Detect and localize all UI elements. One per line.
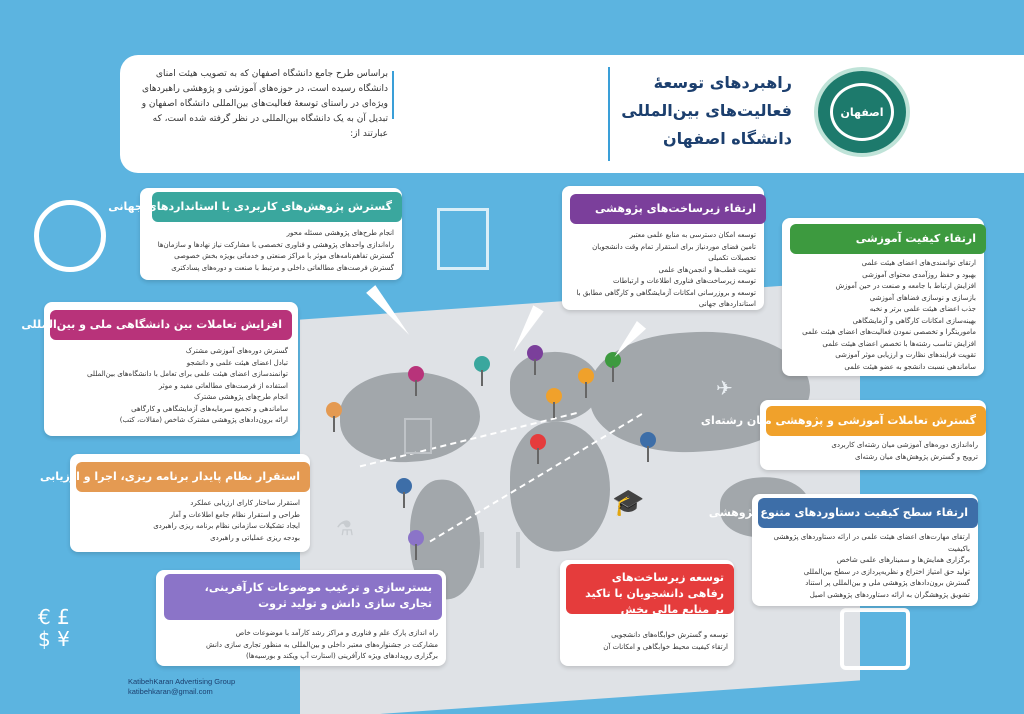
map-pin xyxy=(530,434,546,464)
map-pin xyxy=(546,388,562,418)
card-interdisciplinary xyxy=(700,400,986,470)
list-item: گسترش برون‌دادهای پژوهشی ملی و بین‌المللی پر استناد xyxy=(805,579,970,587)
map-pin xyxy=(396,478,412,508)
pin-stem xyxy=(403,492,405,508)
pin-stem xyxy=(553,402,555,418)
pin-stem xyxy=(333,416,335,432)
card-education-quality xyxy=(782,218,984,376)
map-pin xyxy=(408,366,424,396)
list-item: ایجاد تشکیلات سازمانی نظام برنامه ریزی راهبردی xyxy=(153,522,300,530)
card-title: افزایش تعاملات بین دانشگاهی ملی و بین‌المللی xyxy=(50,310,292,340)
books-icon xyxy=(480,532,520,568)
pin-stem xyxy=(534,359,536,375)
footer-line-1: KatibehKaran Advertising Group xyxy=(128,677,236,686)
bookshelf-icon xyxy=(437,208,489,270)
list-item: استفاده از فرصت‌های مطالعاتی مفید و موثر xyxy=(158,381,288,390)
list-item: توانمندسازی اعضای هیئت علمی برای تعامل با دانشگاه‌های بین‌المللی xyxy=(87,370,288,378)
title-line-3: دانشگاه اصفهان xyxy=(663,129,792,148)
list-item: ترویج و گسترش پژوهش‌های میان رشته‌ای xyxy=(854,452,978,461)
pin-stem xyxy=(415,380,417,396)
flask-icon: ⚗ xyxy=(336,516,354,540)
map-africa xyxy=(510,418,610,555)
map-pin xyxy=(474,356,490,386)
pin-stem xyxy=(481,370,483,386)
list-item: تقویت فرایندهای نظارت و ارزیابی موثر آموزشی xyxy=(835,351,976,359)
title-line-2: فعالیت‌های بین‌المللی xyxy=(621,101,792,120)
list-item: راه‌اندازی دوره‌های آموزشی میان رشته‌ای کاربردی xyxy=(831,441,978,449)
title-divider xyxy=(608,67,610,161)
card-international-interactions xyxy=(21,302,298,436)
list-item: توسعه زیرساخت‌های فناوری اطلاعات و ارتباطات xyxy=(613,277,756,285)
list-item: راه اندازی پارک علم و فناوری و مراکز رشد کارآمد با موضوعات خاص xyxy=(235,629,438,637)
card-research-application xyxy=(108,188,402,280)
list-item: توسعه و گسترش خوابگاه‌های دانشجویی xyxy=(611,631,728,639)
laptop-icon xyxy=(840,608,910,670)
list-item: استقرار ساختار کارای ارزیابی عملکرد xyxy=(190,499,300,507)
list-item: افزایش تناسب رشته‌ها با تخصص اعضای هیئت علمی xyxy=(822,339,976,348)
card-entrepreneurship xyxy=(156,570,446,666)
card-evaluation-system xyxy=(39,454,310,552)
list-item: ماموریتگرا و تخصصی نمودن فعالیت‌های اعضای هیئت علمی xyxy=(802,328,976,336)
card-list xyxy=(154,228,394,274)
list-item: ساماندهی نسبت دانشجو به عضو هیئت علمی xyxy=(844,362,976,371)
list-item: تبادل اعضای هیئت علمی و دانشجو xyxy=(186,358,288,367)
university-logo xyxy=(814,67,910,157)
pin-stem xyxy=(415,544,417,560)
map-pin xyxy=(527,345,543,375)
document-icon xyxy=(404,418,432,454)
card-research-outputs xyxy=(708,494,978,606)
card-research-infra xyxy=(562,186,764,310)
card-title: ارتقاء کیفیت آموزشی xyxy=(790,224,986,254)
pin-stem xyxy=(537,448,539,464)
list-item: گسترش فرصت‌های مطالعاتی داخلی و مرتبط با صنعت و دوره‌های پسادکتری xyxy=(171,263,394,272)
card-list xyxy=(768,440,978,463)
list-item: گسترش دوره‌های آموزشی مشترک xyxy=(185,347,288,355)
title-line-1: راهبردهای توسعهٔ xyxy=(653,73,792,92)
list-item: توسعه و بروزرسانی امکانات آزمایشگاهی و کارگاهی مطابق با استانداردهای جهانی xyxy=(576,288,756,308)
card-list xyxy=(572,230,756,311)
page-title xyxy=(612,69,792,153)
list-item: بهینه‌سازی امکانات کارگاهی و آزمایشگاهی xyxy=(852,316,976,325)
list-item: توسعه امکان دسترسی به منابع علمی معتبر xyxy=(629,231,756,239)
list-item: ساماندهی و تجمیع سرمایه‌های آزمایشگاهی و کارگاهی xyxy=(131,404,288,413)
card-title: گسترش تعاملات آموزشی و پژوهشی میان رشته‌ای xyxy=(766,406,986,436)
footer-line-2: katibehkaran@gmail.com xyxy=(128,687,213,696)
logo-text: اصفهان xyxy=(830,83,894,141)
footer-credits xyxy=(128,677,235,697)
list-item: برگزاری همایش‌ها و سمینارهای علمی شاخص xyxy=(836,556,970,564)
list-item: گسترش تفاهم‌نامه‌های موثر با مراکز صنعتی و خدماتی بویژه بخش خصوصی xyxy=(174,252,394,260)
list-item: راه‌اندازی واحدهای پژوهشی و فناوری تخصصی با مشارکت نیاز نهادها و سازمان‌ها xyxy=(157,240,394,249)
header-panel xyxy=(120,55,1024,173)
card-title: بسترسازی و ترغیب موضوعات کارآفرینی، تجاری سازی دانش و تولید ثروت xyxy=(164,574,442,620)
card-student-welfare xyxy=(560,560,734,666)
list-item: ارائه برون‌دادهای پژوهشی مشترک شاخص (مقالات، کتب) xyxy=(119,416,288,424)
card-title: ارتقاء سطح کیفیت دستاوردهای متنوع پژوهشی xyxy=(758,498,978,528)
list-item: برگزاری رویدادهای ویژه کارآفرینی (استارت آپ ویکند و بورسیه‌ها) xyxy=(246,652,438,660)
card-title: توسعه زیرساخت‌های رفاهی دانشجویان با تاکید بر منابع مالی بخش خصوصی xyxy=(566,564,734,614)
card-list xyxy=(760,532,970,601)
map-pin xyxy=(640,432,656,462)
card-title: استقرار نظام پایدار برنامه ریزی، اجرا و ارزیابی xyxy=(76,462,310,492)
list-item: مشارکت در جشنواره‌های معتبر داخلی و بین‌المللی به منظور تجاری سازی دانش xyxy=(206,640,438,649)
card-list xyxy=(80,498,300,544)
money-hand-icon: € £ $ ¥ xyxy=(38,605,70,651)
list-item: انجام طرح‌های پژوهشی مسئله محور xyxy=(286,229,394,237)
list-item: بهبود و حفظ روزآمدی محتوای آموزشی xyxy=(862,270,976,279)
card-title: ارتقاء زیرساخت‌های پژوهشی xyxy=(570,194,766,224)
map-pin xyxy=(408,530,424,560)
intro-divider xyxy=(392,71,394,119)
list-item: طراحی و استقرار نظام جامع اطلاعات و آمار xyxy=(169,510,300,519)
list-item: ارتقای توانمندی‌های اعضای هیئت علمی xyxy=(861,259,976,267)
map-pin xyxy=(326,402,342,432)
card-list xyxy=(790,258,976,373)
card-list xyxy=(568,630,728,653)
list-item: ارتقاء کیفیت محیط خوابگاهی و امکانات آن xyxy=(603,642,728,651)
paper-plane-icon: ✈ xyxy=(716,376,733,400)
map-pin xyxy=(578,368,594,398)
list-item: بودجه ریزی عملیاتی و راهبردی xyxy=(210,533,300,542)
intro-text: براساس طرح جامع دانشگاه اصفهان که به تصویب هیئت امنای دانشگاه رسیده است، در حوزه‌های آموزشی و پژوهشی راهبردهای ویژه‌ای در راستای توسعهٔ فعالیت‌های بین‌المللی دانشگاه اصفهان و تبدیل آن به یک دانشگاه بین‌المللی در نظر گرفته شده است، که عبارتند از: xyxy=(141,69,388,139)
card-list xyxy=(54,346,288,427)
globe-icon xyxy=(34,200,106,272)
list-item: افزایش ارتباط با جامعه و صنعت در حین آموزش xyxy=(835,282,976,290)
card-list xyxy=(168,628,438,663)
list-item: ارتقای مهارت‌های اعضای هیئت علمی در ارائه دستاوردهای پژوهشی باکیفیت xyxy=(773,533,970,553)
pin-stem xyxy=(612,366,614,382)
pin-stem xyxy=(647,446,649,462)
pin-stem xyxy=(585,382,587,398)
graduation-cap-icon: 🎓 xyxy=(612,488,645,518)
list-item: بازسازی و نوسازی فضاهای آموزشی xyxy=(869,293,976,302)
list-item: تقویت قطب‌ها و انجمن‌های علمی xyxy=(658,265,756,274)
list-item: تشویق پژوهشگران به ارائه دستاوردهای پژوهشی اصیل xyxy=(809,590,970,599)
list-item: انجام طرح‌های پژوهشی مشترک xyxy=(193,393,288,401)
list-item: جذب اعضای هیئت علمی برتر و نخبه xyxy=(869,305,976,313)
list-item: تولید حق امتیاز اختراع و نظریه‌پردازی در سطح بین‌المللی xyxy=(803,567,970,576)
card-title: گسترش پژوهش‌های کاربردی با استانداردهای جهانی xyxy=(152,192,402,222)
list-item: تامین فضای موردنیاز برای استقرار تمام وقت دانشجویان تحصیلات تکمیلی xyxy=(592,242,756,262)
